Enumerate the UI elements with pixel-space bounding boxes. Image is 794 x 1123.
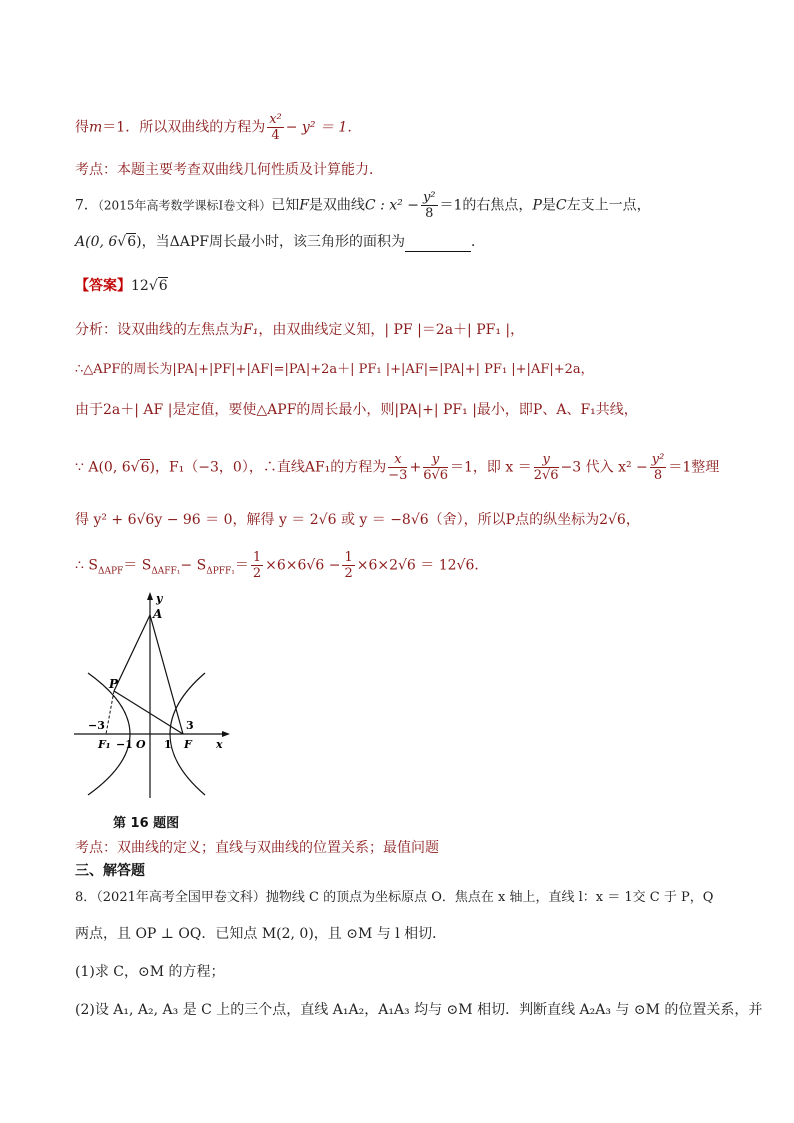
- var-m: m: [89, 119, 103, 136]
- answer-line: 【答案】12√6: [75, 278, 168, 294]
- analysis-line-1: 分析：设双曲线的左焦点为F₁，由双曲线定义知，| PF |＝2a＋| PF₁ |，: [75, 322, 525, 338]
- fraction-half-b: $\frac{1}{2}$: [344, 550, 353, 581]
- hyperbola-figure: [70, 588, 240, 806]
- answer-tag: 【答案】: [75, 278, 131, 294]
- label-F: F: [184, 738, 192, 751]
- label-x: x: [216, 738, 223, 751]
- kaodian-2: 考点：双曲线的定义；直线与双曲线的位置关系；最值问题: [75, 840, 439, 856]
- label-P: P: [109, 677, 119, 691]
- fraction-x-over-neg3: $\frac{x}{-3}$: [388, 452, 408, 483]
- section-heading: 三、解答题: [75, 863, 145, 879]
- question-8-line-1: 8．（2021年高考全国甲卷文科）抛物线 C 的顶点为坐标原点 O．焦点在 x 轴上，直线 l：x ＝ 1交 C 于 P，Q: [75, 890, 714, 905]
- fraction-y-over-6root6: $\frac{y}{6√6}$: [423, 452, 449, 483]
- fraction-x2-over-4: $\frac{\text{x²}}{4}$: [269, 112, 282, 143]
- label-3: 3: [186, 719, 194, 732]
- analysis-line-6: ∴ $S_{\Delta APF}= S_{\Delta AFF_1}- S_{\Delta PFF_1}=$ $\frac{1}{2}$ ×6×6√6 − $\frac{1}{2}$ ×6×2√6 ＝ 12√6．: [75, 550, 489, 581]
- label-y: y: [156, 592, 163, 605]
- text: ＝1．所以双曲线的方程为: [102, 119, 266, 136]
- question-8-line-2: 两点，且 OP ⊥ OQ．已知点 M(2, 0)，且 ⊙M 与 l 相切．: [75, 926, 447, 942]
- label-F1: F₁: [98, 738, 111, 751]
- kaodian-1: 考点：本题主要考查双曲线几何性质及计算能力．: [75, 162, 383, 178]
- question-8-part-1: (1)求 C，⊙M 的方程；: [75, 964, 225, 980]
- label-neg1: −1: [116, 738, 133, 751]
- label-A: A: [153, 607, 163, 621]
- fraction-y2-over-8-b: $\frac{\text{y²}}{8}$: [651, 452, 665, 483]
- question-7-line-1: 7．（2015年高考数学课标Ⅰ卷文科）已知F是双曲线C : x² − $\frac{\text{y²}}{8}$ ＝1的右焦点，P是C左支上一点，: [75, 190, 651, 221]
- x-axis-arrow: [222, 731, 230, 737]
- question-8-part-2: (2)设 A₁, A₂, A₃ 是 C 上的三个点，直线 A₁A₂，A₁A₃ 均与 ⊙M 相切．判断直线 A₂A₃ 与 ⊙M 的位置关系，并: [75, 1002, 763, 1018]
- segment-AP: [114, 615, 150, 691]
- analysis-line-2: ∴△APF的周长为|PA|+|PF|+|AF|=|PA|+2a＋| PF₁ |+|AF|=|PA|+| PF₁ |+|AF|+2a，: [75, 362, 594, 377]
- figure-caption: 第 16 题图: [113, 816, 180, 831]
- label-O: O: [136, 738, 146, 751]
- analysis-line-4: ∵ A(0, 6√6)，F₁（−3，0），∴直线AF₁的方程为 $\frac{x}{-3}$ + $\frac{y}{6√6}$ ＝1，即 x ＝ $\frac{y}{2√6}$ −3 代入 x² − $\frac{\text{y²}}{8}$ ＝1整理: [75, 452, 720, 483]
- y-axis-arrow: [147, 592, 153, 600]
- fraction-half-a: $\frac{1}{2}$: [252, 550, 262, 581]
- solution-line-1: [75, 112, 361, 143]
- fraction-y-over-2root6: $\frac{y}{2√6}$: [533, 452, 559, 483]
- analysis-line-5: 得 y² + 6√6y − 96 ＝ 0，解得 y ＝ 2√6 或 y ＝ −8√6（舍），所以P点的纵坐标为2√6，: [75, 512, 640, 528]
- label-neg3: −3: [88, 719, 105, 732]
- label-1: 1: [164, 738, 172, 751]
- text: 得: [75, 119, 89, 136]
- answer-blank: [405, 237, 471, 252]
- fraction-y2-over-8: $\frac{\text{y²}}{8}$: [422, 190, 436, 221]
- text: − y² ＝ 1．: [285, 119, 362, 136]
- question-7-line-2: A(0, 6√6)，当ΔAPF周长最小时，该三角形的面积为 ．: [75, 234, 485, 250]
- segment-PF1-dashed: [106, 691, 114, 734]
- analysis-line-3: 由于2a＋| AF |是定值，要使△APF的周长最小，则|PA|+| PF₁ |最小，即P、A、F₁共线，: [75, 402, 638, 418]
